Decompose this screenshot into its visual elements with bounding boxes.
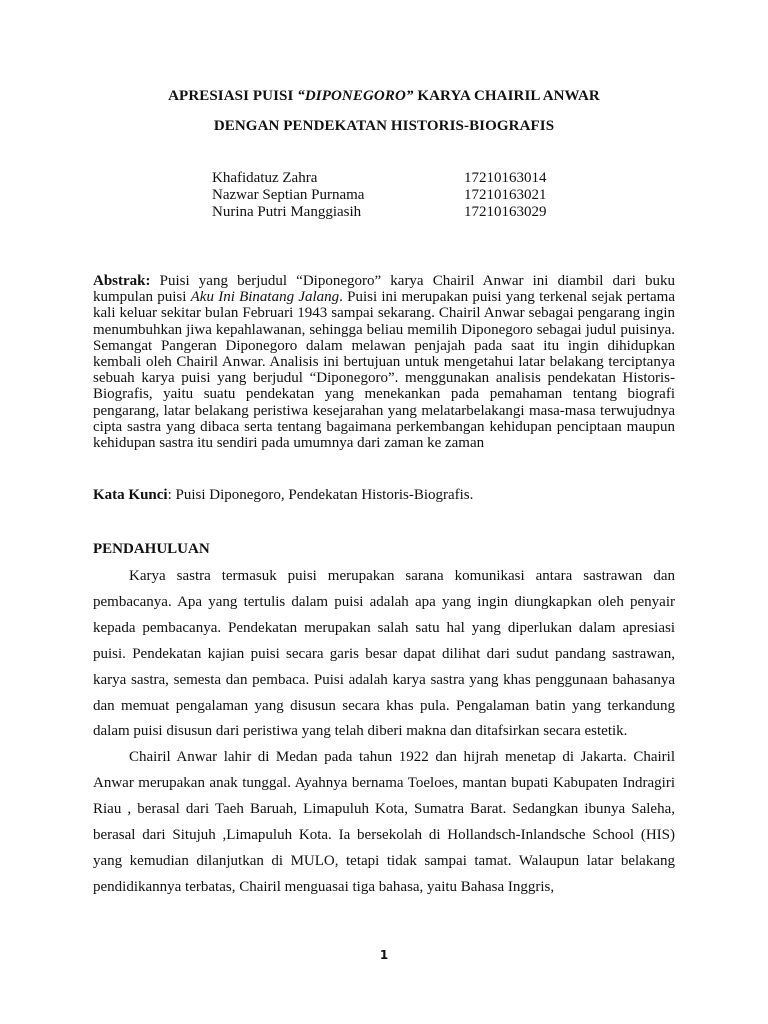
body-paragraph: Karya sastra termasuk puisi merupakan sarana komunikasi antara sastrawan dan pembacanya. Apa yang tertulis dalam puisi adalah apa yang ingin diungkapkan oleh penyair kepada pembacanya. Pendekatan merupakan salah satu hal yang diperlukan dalam apresiasi puisi. Pendekatan kajian puisi secara garis besar dapat dilihat dari sudut pandang sastrawan, karya sastra, semesta dan pembaca. Puisi adalah karya sastra yang khas penggunaan bahasanya dan memuat pengalaman yang disusun secara khas pula. Pengalaman batin yang terkandung dalam puisi disusun dari peristiwa yang telah diberi makna dan ditafsirkan secara estetik. [93, 568, 675, 740]
body-paragraph: Chairil Anwar lahir di Medan pada tahun 1922 dan hijrah menetap di Jakarta. Chairil Anwar merupakan anak tunggal. Ayahnya bernama Toeloes, mantan bupati Kabupaten Indragiri Riau , berasal dari Taeh Baruah, Limapuluh Kota, Sumatra Barat. Sedangkan ibunya Saleha, berasal dari Situjuh ,Limapuluh Kota. Ia bersekolah di Hollandsch-Inlandsche School (HIS) yang kemudian dilanjutkan di MULO, tetapi tidak sampai tamat. Walaupun latar belakang pendidikannya terbatas, Chairil menguasai tiga bahasa, yaitu Bahasa Inggris, [93, 749, 675, 895]
title-suffix: KARYA CHAIRIL ANWAR [413, 88, 600, 104]
author-row [212, 204, 592, 221]
abstract-text-start: Puisi yang berjudul “Diponegoro” karya Chairil Anwar ini diambil dari buku kumpulan puisi [93, 273, 675, 306]
author-name: Nazwar Septian Purnama [212, 187, 365, 203]
author-list [212, 170, 592, 221]
author-id: 17210163029 [464, 204, 547, 220]
section-heading: PENDAHULUAN [93, 541, 210, 557]
keywords [93, 487, 675, 504]
author-id: 17210163014 [464, 170, 547, 186]
keywords-label: Kata Kunci [93, 487, 168, 503]
abstract [93, 273, 675, 451]
abstract-book-title: Aku Ini Binatang Jalang [190, 289, 340, 306]
keywords-text: : Puisi Diponegoro, Pendekatan Historis-Biografis. [167, 487, 474, 503]
author-row [212, 170, 592, 187]
abstract-label: Abstrak: [93, 273, 151, 289]
author-name: Khafidatuz Zahra [212, 170, 318, 186]
abstract-text-end: . Puisi ini merupakan puisi yang terkenal sejak pertama kali keluar sekitar bulan Februari 1943 sampai sekarang. Chairil Anwar sebagai pengarang ingin menumbuhkan jiwa kepahlawanan, sehingga beliau memilih Diponegoro sebagai judul puisinya. Semangat Pangeran Diponegoro dalam melawan penjajah pada saat itu ingin dihidupkan kembali oleh Chairil Anwar. Analisis ini bertujuan untuk mengetahui latar belakang terciptanya sebuah karya puisi yang berjudul “Diponegoro”. menggunakan analisis pendekatan Historis-Biografis, yaitu suatu pendekatan yang menekankan pada pemahaman tentang biografi pengarang, latar belakang peristiwa kesejarahan yang melatarbelakangi masa-masa terwujudnya cipta sastra yang dibaca serta tentang bagaimana perkembangan kehidupan penciptaan maupun kehidupan sastra itu sendiri pada umumnya dari zaman ke zaman [93, 289, 676, 452]
page-number: 1 [379, 948, 389, 962]
title-prefix: APRESIASI PUISI [168, 88, 298, 104]
paper-title-line-1 [60, 88, 708, 105]
paper-title-line-2: DENGAN PENDEKATAN HISTORIS-BIOGRAFIS [213, 118, 555, 134]
title-poem-name: “DIPONEGORO” [297, 88, 414, 104]
author-row [212, 187, 592, 204]
author-id: 17210163021 [464, 187, 547, 203]
author-name: Nurina Putri Manggiasih [212, 204, 362, 220]
section-body [93, 564, 675, 901]
